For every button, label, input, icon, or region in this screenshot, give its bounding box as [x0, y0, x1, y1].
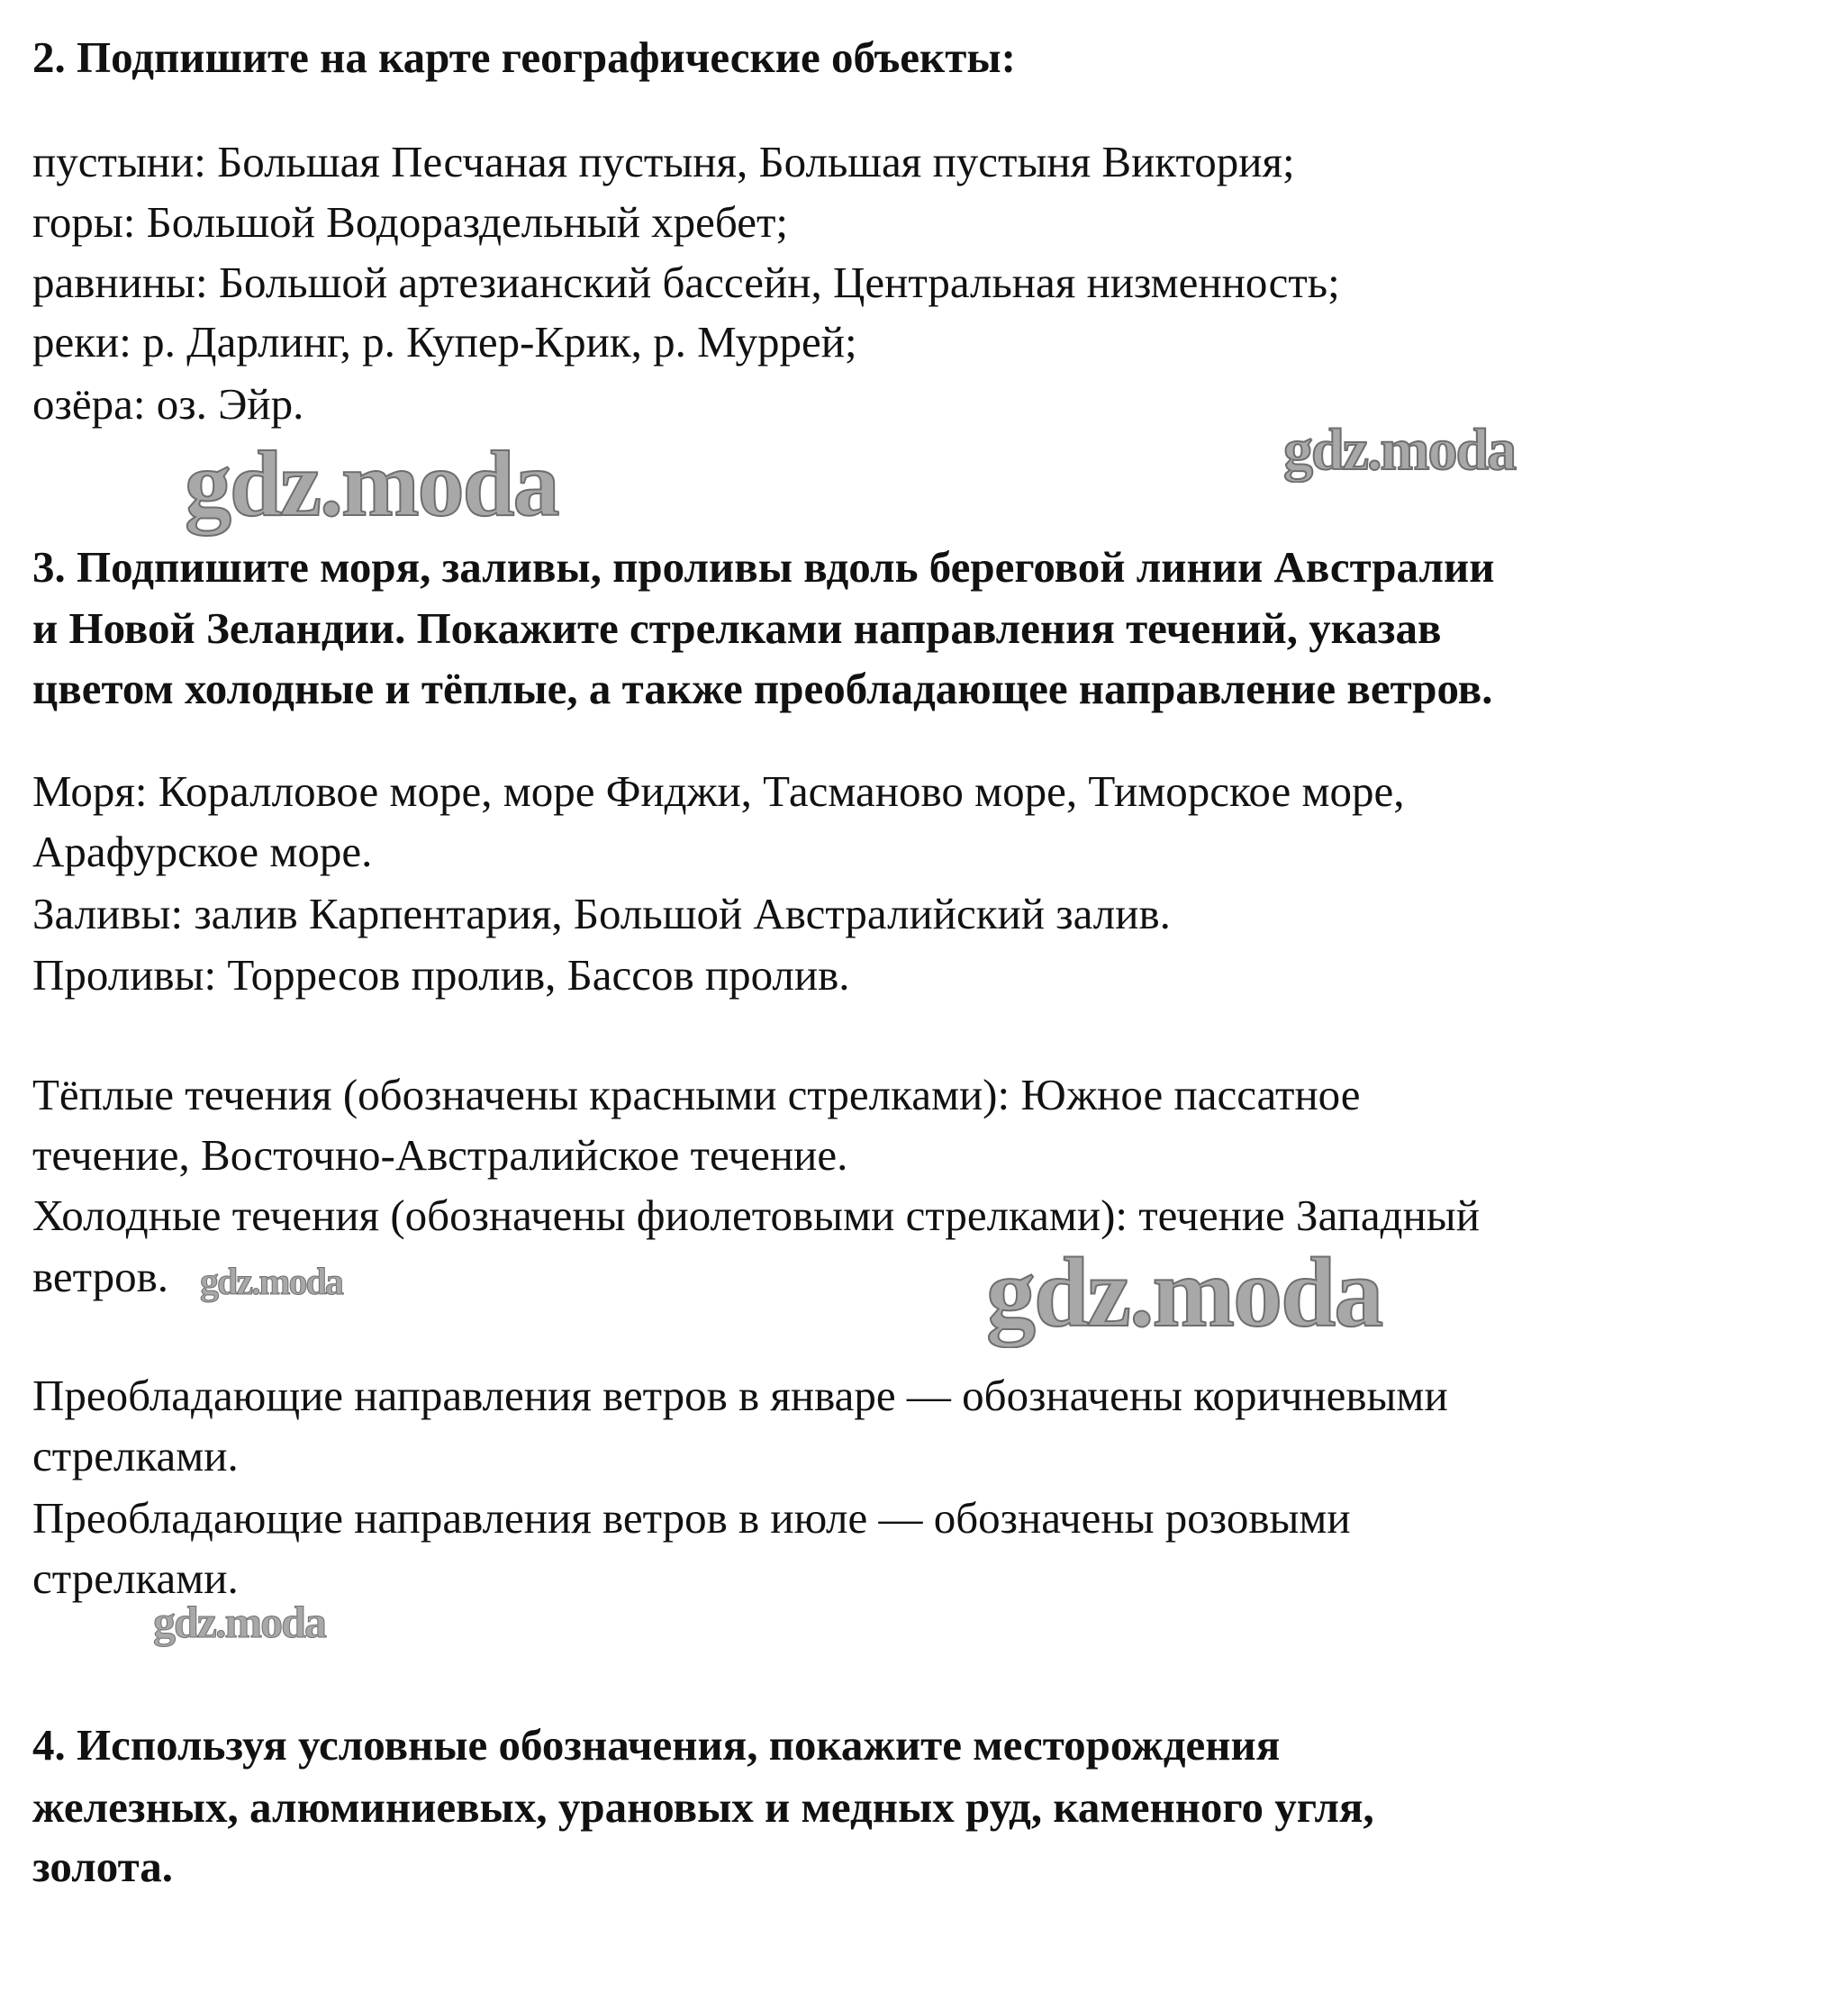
currents-line: течение, Восточно-Австралийское течение.: [32, 1130, 848, 1180]
seas-line: Моря: Коралловое море, море Фиджи, Тасманово море, Тиморское море,: [32, 766, 1405, 816]
gulfs-line: Заливы: залив Карпентария, Большой Австралийский залив.: [32, 889, 1171, 938]
winds-line: стрелками.: [32, 1431, 239, 1480]
task-2-line: озёра: оз. Эйр.: [32, 379, 304, 429]
task-4-heading: 4. Используя условные обозначения, покажите месторождения: [32, 1720, 1281, 1770]
currents-line: Тёплые течения (обозначены красными стрелками): Южное пассатное: [32, 1070, 1361, 1119]
task-2-line: реки: р. Дарлинг, р. Купер-Крик, р. Муррей;: [32, 317, 857, 367]
winds-line: Преобладающие направления ветров в июле — обозначены розовыми: [32, 1493, 1351, 1543]
straits-line: Проливы: Торресов пролив, Бассов пролив.: [32, 950, 850, 1000]
task-3-heading: 3. Подпишите моря, заливы, проливы вдоль береговой линии Австралии: [32, 542, 1495, 592]
currents-line: Холодные течения (обозначены фиолетовыми стрелками): течение Западный: [32, 1191, 1480, 1240]
seas-line: Арафурское море.: [32, 827, 373, 876]
watermark: gdz.moda: [1283, 417, 1516, 483]
task-3-heading: и Новой Зеландии. Покажите стрелками направления течений, указав: [32, 603, 1442, 653]
task-2-heading: 2. Подпишите на карте географические объекты:: [32, 32, 1016, 82]
task-2-line: равнины: Большой артезианский бассейн, Центральная низменность;: [32, 258, 1340, 307]
winds-line: Преобладающие направления ветров в январе — обозначены коричневыми: [32, 1371, 1448, 1420]
task-4-heading: золота.: [32, 1842, 174, 1891]
task-4-heading: железных, алюминиевых, урановых и медных руд, каменного угля,: [32, 1782, 1374, 1832]
watermark: gdz.moda: [153, 1597, 325, 1647]
task-2-line: пустыни: Большая Песчаная пустыня, Большая пустыня Виктория;: [32, 137, 1295, 186]
winds-line: стрелками.: [32, 1553, 239, 1603]
currents-line: ветров.: [32, 1252, 168, 1301]
task-3-heading: цветом холодные и тёплые, а также преобладающее направление ветров.: [32, 664, 1493, 713]
watermark: gdz.moda: [200, 1262, 342, 1303]
watermark: gdz.moda: [986, 1237, 1382, 1347]
task-2-line: горы: Большой Водораздельный хребет;: [32, 197, 788, 247]
watermark: gdz.moda: [185, 432, 558, 536]
